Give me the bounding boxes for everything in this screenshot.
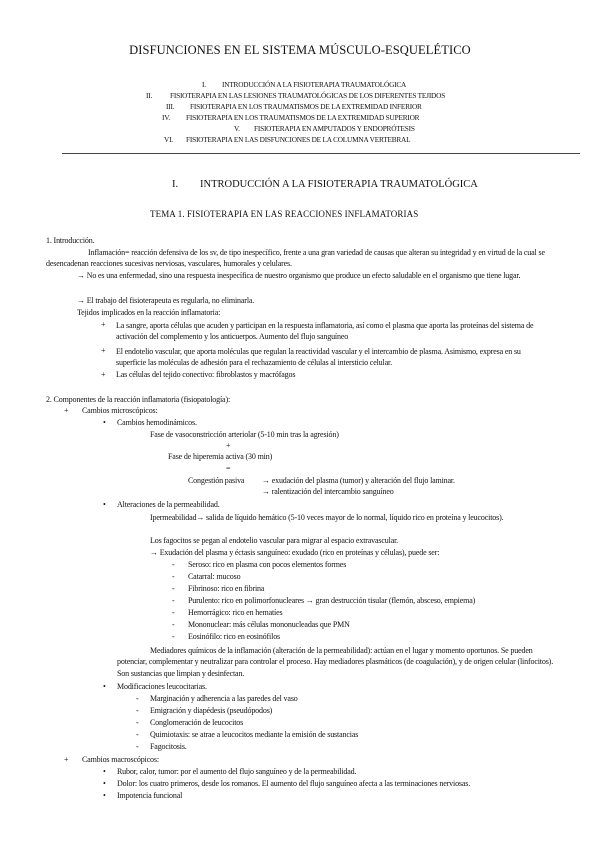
toc-num: I.: [202, 80, 206, 89]
intro-paragraph: Inflamación= reacción defensiva de los sv, de tipo inespecífico, frente a una gran variedad de causas que alteran su integridad y en virtud de la cual se desencadenan reacciones sucesivas nerviosas, vasculares, humorales y celulares.: [46, 248, 545, 268]
vasoconstriction: Fase de vasoconstricción arteriolar (5-10 min tras la agresión): [150, 430, 339, 439]
bullet: +: [101, 370, 106, 379]
equals-sign: =: [226, 464, 231, 473]
components-heading: 2. Componentes de la reacción inflamatoria (fisiopatología):: [46, 395, 231, 404]
congestion-effect: → ralentización del intercambio sanguíneo: [262, 487, 394, 496]
leukocyte-item: Marginación y adherencia a las paredes del vaso: [150, 694, 298, 703]
bullet: +: [101, 346, 106, 355]
exudate-item: Seroso: rico en plasma con pocos elementos formes: [188, 560, 347, 569]
toc-item: FISIOTERAPIA EN AMPUTADOS Y ENDOPRÓTESIS: [254, 124, 415, 133]
exudate-item: Mononuclear: más células mononucleadas que PMN: [188, 620, 350, 629]
exudate-item: Eosinófilo: rico en eosinófilos: [188, 632, 281, 641]
dash: -: [172, 560, 175, 569]
toc-num: VI.: [164, 135, 173, 144]
list-item: La sangre, aporta células que acuden y participan en la respuesta inflamatoria, así como el plasma que aporta las proteínas del sistema de activación del complemento y los anticuerpos. Aumento del flujo sanguíneo: [116, 321, 534, 341]
dash: -: [172, 620, 175, 629]
bullet: +: [64, 755, 69, 764]
leukocyte-item: Fagocitosis.: [150, 742, 187, 751]
permeability-text: → Exudación del plasma y éctasis sanguíneo: exudado (rico en proteínas y células), puede ser:: [150, 548, 440, 557]
dash: -: [172, 584, 175, 593]
mediators-paragraph: Mediadores químicos de la inflamación (alteración de la permeabilidad): actúan en el lugar y momento oportunos. Se pueden potenciar, complementar y neutralizar para controlar el proceso. Hay mediadores plasmáticos (de coagulación), y de origen celular (linfocitos). Son sustancias que limpian y desinfectan.: [117, 646, 554, 678]
bullet: •: [103, 767, 106, 776]
bullet: •: [103, 779, 106, 788]
dash: -: [136, 718, 139, 727]
dash: -: [136, 742, 139, 751]
dash: -: [136, 706, 139, 715]
bullet: •: [103, 500, 106, 509]
macro-item: Rubor, calor, tumor: por el aumento del flujo sanguíneo y de la permeabilidad.: [117, 767, 357, 776]
congestion-effect: → exudación del plasma (tumor) y alteración del flujo laminar.: [262, 476, 455, 485]
dash: -: [172, 596, 175, 605]
toc-item: FISIOTERAPIA EN LAS DISFUNCIONES DE LA COLUMNA VERTEBRAL: [186, 135, 411, 144]
hyperemia: Fase de hiperemia activa (30 min): [168, 452, 273, 461]
dash: -: [172, 608, 175, 617]
dash: -: [172, 572, 175, 581]
intro-note: → El trabajo del fisioterapeuta es regularla, no eliminarla.: [77, 296, 255, 305]
exudate-item: Fibrinoso: rico en fibrina: [188, 584, 265, 593]
dash: -: [136, 730, 139, 739]
hemodynamic-label: Cambios hemodinámicos.: [117, 418, 197, 427]
permeability-text: Los fagocitos se pegan al endotelio vascular para migrar al espacio extravascular.: [150, 536, 399, 545]
toc-item: FISIOTERAPIA EN LOS TRAUMATISMOS DE LA EXTREMIDAD SUPERIOR: [186, 113, 420, 122]
macro-label: Cambios macroscópicos:: [82, 755, 159, 764]
bullet: •: [103, 682, 106, 691]
leukocyte-item: Emigración y diapédesis (pseudópodos): [150, 706, 273, 715]
toc-num: V.: [234, 124, 240, 133]
bullet: +: [64, 406, 69, 415]
bullet: +: [101, 320, 106, 329]
macro-item: Impotencia funcional: [117, 791, 183, 800]
micro-label: Cambios microscópicos:: [82, 406, 158, 415]
toc-item: INTRODUCCIÓN A LA FISIOTERAPIA TRAUMATOLÓGICA: [222, 80, 407, 89]
permeability-text: Ipermeabilidad→ salida de líquido hemático (5-10 veces mayor de lo normal, líquido rico en proteína y leucocitos).: [150, 513, 504, 522]
exudate-item: Catarral: mucoso: [188, 572, 241, 581]
plus-sign: +: [226, 441, 231, 450]
intro-heading: 1. Introducción.: [46, 236, 95, 245]
bullet: •: [103, 418, 106, 427]
leukocyte-label: Modificaciones leucocitarias.: [117, 682, 207, 691]
dash: -: [136, 694, 139, 703]
toc-item: FISIOTERAPIA EN LOS TRAUMATISMOS DE LA EXTREMIDAD INFERIOR: [190, 102, 422, 111]
exudate-item: Hemorrágico: rico en hematíes: [188, 608, 283, 617]
topic-title: TEMA 1. FISIOTERAPIA EN LAS REACCIONES INFLAMATORIAS: [150, 209, 419, 219]
section-title: INTRODUCCIÓN A LA FISIOTERAPIA TRAUMATOLÓGICA: [200, 179, 478, 190]
divider: [62, 153, 580, 154]
list-item: El endotelio vascular, que aporta moléculas que regulan la reactividad vascular y el intercambio de plasma. Asimismo, expresa en su superficie las moléculas de adhesión para el rechazamiento de células al intersticio celular.: [116, 347, 521, 367]
congestion-label: Congestión pasiva: [188, 476, 245, 485]
dash: -: [172, 632, 175, 641]
toc-num: III.: [166, 102, 175, 111]
list-item: Las células del tejido conectivo: fibroblastos y macrófagos: [116, 370, 296, 379]
permeability-label: Alteraciones de la permeabilidad.: [117, 500, 220, 509]
toc-num: II.: [146, 91, 153, 100]
exudate-item: Purulento: rico en polimorfonucleares → gran destrucción tisular (flemón, absceso, empiema): [188, 596, 476, 605]
intro-note: → No es una enfermedad, sino una respuesta inespecífica de nuestro organismo que produce un efecto saludable en el organismo que tiene lugar.: [77, 271, 521, 280]
leukocyte-item: Conglomeración de leucocitos: [150, 718, 244, 727]
toc-num: IV.: [162, 113, 170, 122]
section-number: I.: [172, 179, 179, 190]
macro-item: Dolor: los cuatro primeros, desde los romanos. El aumento del flujo sanguíneo afecta a las terminaciones nerviosas.: [117, 779, 471, 788]
bullet: •: [103, 791, 106, 800]
tissues-label: Tejidos implicados en la reacción inflamatoria:: [77, 308, 221, 317]
toc-item: FISIOTERAPIA EN LAS LESIONES TRAUMATOLÓGICAS DE LOS DIFERENTES TEJIDOS: [170, 91, 446, 100]
leukocyte-item: Quimiotaxis: se atrae a leucocitos mediante la emisión de sustancias: [150, 730, 359, 739]
document-title: DISFUNCIONES EN EL SISTEMA MÚSCULO-ESQUELÉTICO: [129, 43, 471, 57]
